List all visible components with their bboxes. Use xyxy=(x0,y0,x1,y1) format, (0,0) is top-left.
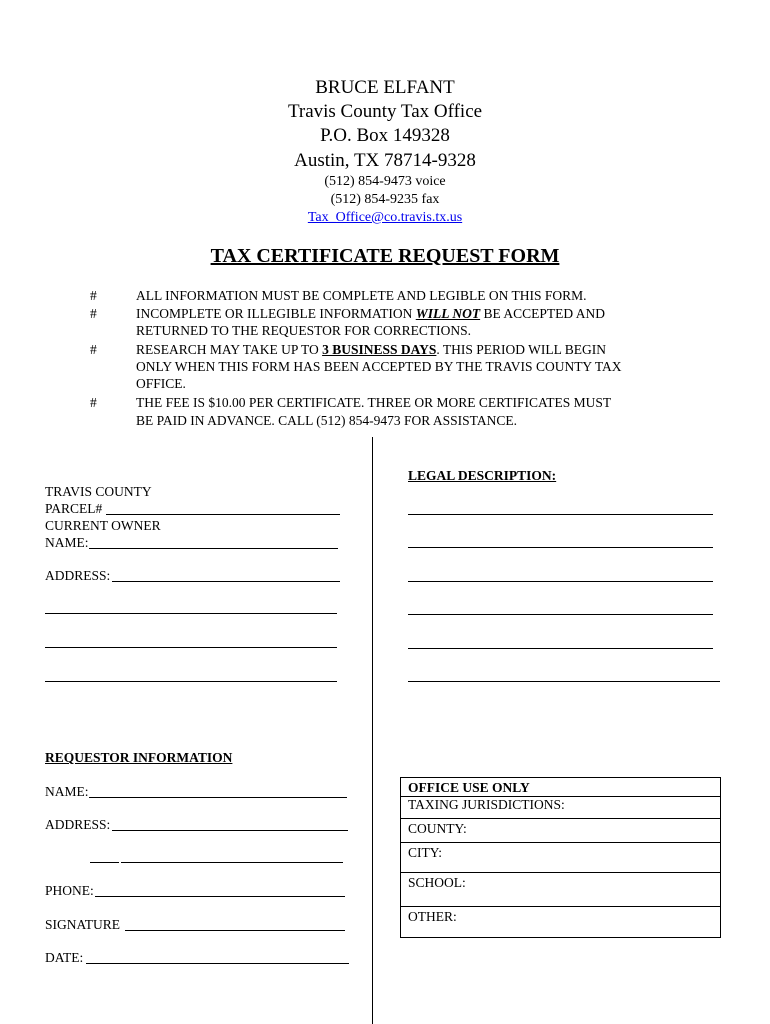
email-link-wrap xyxy=(0,210,770,226)
requestor-address-label: ADDRESS: xyxy=(45,817,111,832)
requestor-heading: REQUESTOR INFORMATION xyxy=(45,750,233,765)
legal-description-line-2[interactable] xyxy=(408,547,713,548)
requestor-name-field[interactable] xyxy=(89,797,347,798)
bullet: # xyxy=(90,342,97,357)
form-title: TAX CERTIFICATE REQUEST FORM xyxy=(210,245,560,267)
instruction-2-text: INCOMPLETE OR ILLEGIBLE INFORMATION xyxy=(136,306,416,321)
taxing-jurisdictions-label: TAXING JURISDICTIONS: xyxy=(408,797,565,812)
requestor-signature-label: SIGNATURE xyxy=(45,917,121,932)
instruction-3-text-end: . THIS PERIOD WILL BEGIN xyxy=(436,342,607,357)
po-box: P.O. Box 149328 xyxy=(320,125,450,146)
requestor-address-short-field[interactable] xyxy=(90,862,119,863)
requestor-phone-field[interactable] xyxy=(95,896,345,897)
requestor-address-line-2[interactable] xyxy=(121,862,343,863)
school-label: SCHOOL: xyxy=(408,875,466,890)
instruction-3-emphasis: 3 BUSINESS DAYS xyxy=(322,342,437,357)
office-use-box xyxy=(400,777,721,938)
column-divider xyxy=(372,437,373,1024)
other-label: OTHER: xyxy=(408,909,457,924)
office-use-divider xyxy=(401,796,720,797)
legal-description-line-4[interactable] xyxy=(408,614,713,615)
office-use-heading: OFFICE USE ONLY xyxy=(408,780,530,795)
instruction-2-line2: RETURNED TO THE REQUESTOR FOR CORRECTIONS. xyxy=(136,323,472,338)
owner-address-line-3[interactable] xyxy=(45,647,337,648)
legal-description-heading: LEGAL DESCRIPTION: xyxy=(408,468,557,483)
requestor-signature-field[interactable] xyxy=(125,930,345,931)
parcel-label: PARCEL# xyxy=(45,501,103,516)
bullet: # xyxy=(90,395,97,410)
office-use-divider xyxy=(401,872,720,873)
parcel-field[interactable] xyxy=(106,514,340,515)
travis-county-label: TRAVIS COUNTY xyxy=(45,484,152,499)
owner-address-label: ADDRESS: xyxy=(45,568,111,583)
fax-number: (512) 854-9235 fax xyxy=(330,192,440,207)
office-use-divider xyxy=(401,818,720,819)
owner-name-label: NAME: xyxy=(45,535,89,550)
instruction-4: THE FEE IS $10.00 PER CERTIFICATE. THREE OR MORE CERTIFICATES MUST xyxy=(136,395,612,410)
legal-description-line-1[interactable] xyxy=(408,514,713,515)
requestor-date-label: DATE: xyxy=(45,950,84,965)
bullet: # xyxy=(90,288,97,303)
legal-description-line-5[interactable] xyxy=(408,648,713,649)
requestor-name-label: NAME: xyxy=(45,784,89,799)
instruction-2-text-end: BE ACCEPTED AND xyxy=(480,306,605,321)
instruction-2 xyxy=(136,306,605,322)
county-label: COUNTY: xyxy=(408,821,467,836)
instruction-3-text: RESEARCH MAY TAKE UP TO xyxy=(136,342,323,357)
requestor-date-field[interactable] xyxy=(86,963,349,964)
current-owner-label: CURRENT OWNER xyxy=(45,518,161,533)
owner-name-field[interactable] xyxy=(89,548,338,549)
legal-description-line-6[interactable] xyxy=(408,681,720,682)
instruction-3 xyxy=(136,342,606,358)
instruction-3-line2: ONLY WHEN THIS FORM HAS BEEN ACCEPTED BY THE TRAVIS COUNTY TAX xyxy=(136,359,622,374)
instruction-3-line3: OFFICE. xyxy=(136,376,186,391)
bullet: # xyxy=(90,306,97,321)
email-link[interactable]: Tax_Office@co.travis.tx.us xyxy=(307,210,463,225)
owner-address-field[interactable] xyxy=(112,581,340,582)
instruction-4-line2: BE PAID IN ADVANCE. CALL (512) 854-9473 FOR ASSISTANCE. xyxy=(136,413,517,428)
instruction-1: ALL INFORMATION MUST BE COMPLETE AND LEGIBLE ON THIS FORM. xyxy=(136,288,587,303)
city-label: CITY: xyxy=(408,845,443,860)
requestor-address-field[interactable] xyxy=(112,830,348,831)
office-holder-name: BRUCE ELFANT xyxy=(315,77,455,98)
owner-address-line-4[interactable] xyxy=(45,681,337,682)
legal-description-line-3[interactable] xyxy=(408,581,713,582)
office-use-divider xyxy=(401,842,720,843)
owner-address-line-2[interactable] xyxy=(45,613,337,614)
office-name: Travis County Tax Office xyxy=(287,101,483,122)
instruction-2-emphasis: WILL NOT xyxy=(415,306,481,321)
voice-phone: (512) 854-9473 voice xyxy=(324,174,446,189)
requestor-phone-label: PHONE: xyxy=(45,883,94,898)
city-state-zip: Austin, TX 78714-9328 xyxy=(294,150,476,171)
office-use-divider xyxy=(401,906,720,907)
